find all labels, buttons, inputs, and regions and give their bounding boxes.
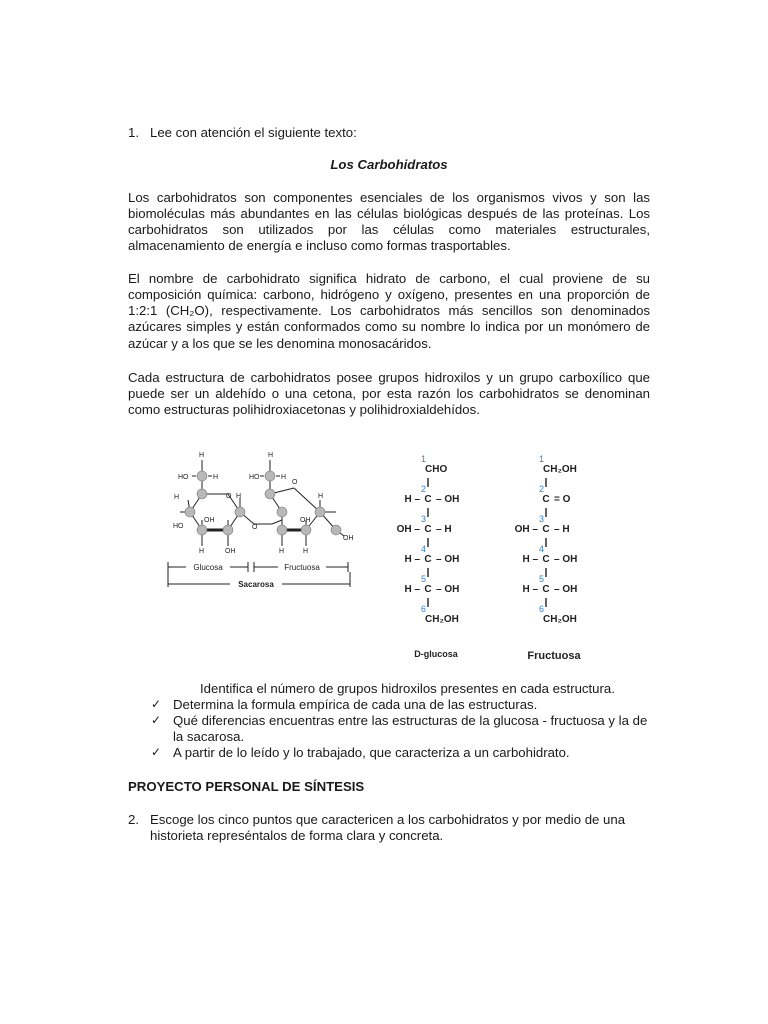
dglucosa-caption: D-glucosa	[414, 649, 458, 659]
question-1	[128, 125, 357, 141]
fructuosa-center: CH₂OH	[543, 464, 577, 475]
checklist-item-continuation: la sacarosa.	[173, 729, 245, 744]
instruction-text: Identifica el número de grupos hidroxilos presentes en cada estructura.	[200, 681, 615, 696]
svg-text:OH: OH	[300, 517, 311, 524]
dglucosa-right-group: – OH	[436, 584, 460, 595]
paragraph-line: El nombre de carbohidrato significa hidrato de carbono, el cual proviene de su	[128, 271, 650, 286]
dglucosa-center: CH₂OH	[425, 614, 459, 625]
checklist-item: Determina la formula empírica de cada una de las estructuras.	[173, 697, 538, 712]
fructuosa-structure-figure	[506, 452, 606, 664]
dglucosa-left-group: H –	[404, 494, 420, 505]
svg-text:H: H	[279, 548, 285, 555]
svg-text:OH: OH	[343, 535, 354, 542]
paragraph-line: carbohidratos son utilizados por las células como materiales estructurales,	[128, 222, 650, 237]
dglucosa-center: C	[424, 524, 432, 535]
svg-text:OH: OH	[225, 548, 236, 555]
paragraph-line: 1:2:1 (CH₂O), respectivamente. Los carbohidratos más sencillos son denominados	[128, 303, 650, 318]
fructuosa-right-group: – OH	[554, 584, 578, 595]
section-heading: PROYECTO PERSONAL DE SÍNTESIS	[128, 779, 365, 794]
svg-text:O: O	[226, 493, 232, 500]
fructuosa-center: C	[542, 554, 550, 565]
fructuosa-center: C	[542, 494, 550, 505]
dglucosa-right-group: – OH	[436, 554, 460, 565]
svg-text:H: H	[281, 474, 287, 481]
svg-text:OH: OH	[204, 517, 215, 524]
dglucosa-left-group: H –	[404, 554, 420, 565]
paragraph-line: puede ser un aldehído o una cetona, por esta razón los carbohidratos se denominan	[128, 386, 650, 401]
dglucosa-carbon-number: 6	[421, 604, 427, 614]
question-line: historieta represéntalos de forma clara y concreta.	[150, 828, 444, 843]
svg-text:H: H	[199, 548, 205, 555]
svg-text:H: H	[318, 493, 324, 500]
question-text: Lee con atención el siguiente texto:	[150, 125, 357, 140]
question-number: 1.	[128, 125, 139, 140]
svg-text:H: H	[213, 474, 219, 481]
svg-text:HO: HO	[249, 474, 260, 481]
dglucosa-left-group: H –	[404, 584, 420, 595]
fructuosa-left-group: OH –	[514, 524, 538, 535]
fructuosa-center: C	[542, 584, 550, 595]
dglucosa-right-group: – H	[436, 524, 452, 535]
fructuosa-center: CH₂OH	[543, 614, 577, 625]
fructuosa-right-group: = O	[554, 494, 571, 505]
paragraph-line: Cada estructura de carbohidratos posee grupos hidroxilos y un grupo carboxílico que	[128, 370, 650, 385]
document-title: Los Carbohidratos	[330, 157, 448, 172]
dglucosa-center: C	[424, 554, 432, 565]
question-number: 2.	[128, 812, 139, 827]
dglucosa-left-group: OH –	[396, 524, 420, 535]
question-line: Escoge los cinco puntos que caractericen a los carbohidratos y por medio de una	[150, 812, 626, 827]
svg-text:H: H	[236, 493, 242, 500]
dglucosa-carbon-number: 3	[421, 514, 427, 524]
dglucosa-center: CHO	[425, 464, 448, 475]
checklist-item: A partir de lo leído y lo trabajado, que caracteriza a un carbohidrato.	[173, 745, 570, 760]
paragraph-line: como estructuras polihidroxiacetonas y polihidroxialdehídos.	[128, 402, 480, 417]
svg-text:O: O	[252, 524, 258, 531]
svg-text:HO: HO	[178, 474, 189, 481]
fructuosa-carbon-number: 5	[539, 574, 545, 584]
check-icon: ✓	[151, 745, 162, 759]
fructuosa-carbon-number: 3	[539, 514, 545, 524]
svg-text:H: H	[303, 548, 309, 555]
fructuosa-carbon-number: 4	[539, 544, 545, 554]
dglucosa-structure-figure	[386, 452, 482, 664]
sacarosa-structure-figure	[160, 450, 360, 595]
fructuosa-right-group: – H	[554, 524, 570, 535]
fructuosa-left-group: H –	[522, 554, 538, 565]
fructuosa-carbon-number: 2	[539, 484, 545, 494]
fructuosa-label: Fructuosa	[284, 563, 320, 572]
fructuosa-center: C	[542, 524, 550, 535]
glucosa-label: Glucosa	[193, 563, 223, 572]
check-icon: ✓	[151, 697, 162, 711]
svg-text:O: O	[292, 479, 298, 486]
dglucosa-center: C	[424, 494, 432, 505]
checklist-item: Qué diferencias encuentras entre las estructuras de la glucosa - fructuosa y la de	[173, 713, 648, 728]
fructuosa-carbon-number: 1	[539, 454, 545, 464]
dglucosa-center: C	[424, 584, 432, 595]
paragraph-line: almacenamiento de energía e incluso como formas trasportables.	[128, 238, 511, 253]
check-icon: ✓	[151, 713, 162, 727]
fructuosa-right-group: – OH	[554, 554, 578, 565]
dglucosa-carbon-number: 2	[421, 484, 427, 494]
dglucosa-carbon-number: 5	[421, 574, 427, 584]
fructuosa-left-group: H –	[522, 584, 538, 595]
svg-text:HO: HO	[173, 523, 184, 530]
svg-text:H: H	[174, 494, 180, 501]
fructuosa-carbon-number: 6	[539, 604, 545, 614]
sacarosa-label: Sacarosa	[238, 580, 274, 589]
dglucosa-carbon-number: 4	[421, 544, 427, 554]
paragraph-line: composición química: carbono, hidrógeno y oxígeno, presentes en una proporción de	[128, 287, 650, 302]
fructuosa-caption: Fructuosa	[527, 650, 581, 662]
paragraph-line: Los carbohidratos son componentes esenciales de los organismos vivos y son las	[128, 190, 650, 205]
svg-text:H: H	[199, 452, 205, 459]
paragraph-line: azúcares simples y están conformados como su nombre lo indica por un monómero de	[128, 319, 650, 334]
svg-text:H: H	[268, 452, 274, 459]
paragraph-line: biomoléculas más abundantes en las células biológicas después de las proteínas. Los	[128, 206, 650, 221]
paragraph-line: azúcar y a los que se les denomina monosacáridos.	[128, 336, 432, 351]
dglucosa-carbon-number: 1	[421, 454, 427, 464]
dglucosa-right-group: – OH	[436, 494, 460, 505]
